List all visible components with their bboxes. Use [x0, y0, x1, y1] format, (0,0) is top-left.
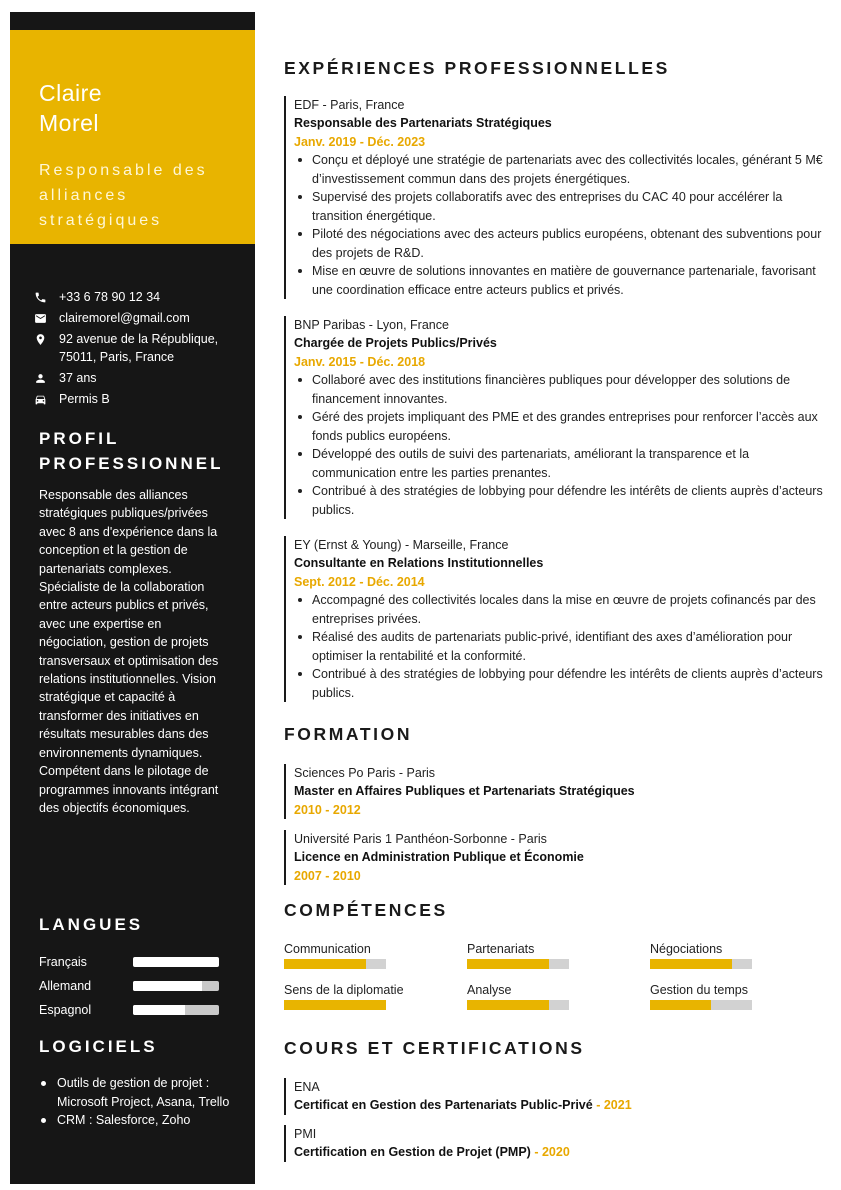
experience-entry — [284, 96, 824, 299]
skill-item — [650, 940, 754, 969]
certification-year: - 2020 — [534, 1145, 570, 1159]
education-school: Université Paris 1 Panthéon-Sorbonne - Paris — [294, 832, 547, 846]
language-level-fill — [133, 981, 202, 991]
skill-level-bar — [467, 1000, 569, 1010]
contact-email — [34, 309, 244, 327]
name-header — [10, 30, 255, 244]
experience-org: EY (Ernst & Young) - Marseille, France — [294, 538, 509, 552]
experience-bullet: Contribué à des stratégies de lobbying pour défendre les intérêts de clients auprès d’acteurs publics. — [294, 665, 824, 702]
experience-date: Sept. 2012 - Déc. 2014 — [294, 575, 425, 589]
skill-level-fill — [467, 1000, 549, 1010]
address-value — [59, 330, 218, 366]
contact-info — [34, 288, 244, 411]
experience-org: BNP Paribas - Lyon, France — [294, 318, 449, 332]
language-level-bar — [133, 957, 219, 967]
job-title — [39, 158, 255, 233]
experience-role: Chargée de Projets Publics/Privés — [294, 336, 497, 350]
profile-text: Responsable des alliances stratégiques publiques/privées avec 8 ans d'expérience dans la conception et la gestion de partenariats complexes. Spécialiste de la collaboration entre acteurs publics et privés, avec une expertise en négociation, gestion de projets transversaux et optimisation des relations institutionnelles. Vision stratégique et capacité à transformer des initiatives en résultats mesurables dans des environnements dynamiques. Compétent dans le pilotage de programmes innovants intégrant des objectifs économiques. — [39, 488, 219, 815]
language-item — [39, 998, 229, 1022]
certification-entry — [284, 1125, 824, 1162]
experience-bullet: Collaboré avec des institutions financières publiques pour développer des solutions de financement innovantes. — [294, 371, 824, 408]
experience-bullet: Conçu et déployé une stratégie de partenariats avec des collectivités locales, générant 5 M€ d’investissement commun dans des projets énergétiques. — [294, 151, 824, 188]
sidebar — [10, 12, 255, 1184]
address-line: 92 avenue de la République, — [59, 332, 219, 346]
software-list — [39, 1074, 239, 1130]
language-level-fill — [133, 957, 219, 967]
experience-org: EDF - Paris, France — [294, 98, 405, 112]
skill-level-fill — [467, 959, 549, 969]
experience-bullets — [294, 151, 824, 299]
age-value: 37 ans — [59, 371, 97, 385]
certification-title-row — [294, 1096, 824, 1115]
car-icon — [34, 390, 59, 408]
language-item — [39, 950, 229, 974]
education-school: Sciences Po Paris - Paris — [294, 766, 436, 780]
education-degree: Master en Affaires Publiques et Partenariats Stratégiques — [294, 784, 635, 798]
skill-item — [284, 981, 424, 1010]
job-title-line: stratégiques — [39, 212, 163, 229]
language-name: Espagnol — [39, 1003, 92, 1017]
experience-heading: EXPÉRIENCES PROFESSIONNELLES — [284, 58, 670, 78]
experience-bullets — [294, 591, 824, 702]
certification-org: ENA — [294, 1080, 320, 1094]
phone-icon — [34, 288, 59, 306]
experience-bullet: Accompagné des collectivités locales dans la mise en œuvre de projets cofinancés par des entreprises privées. — [294, 591, 824, 628]
contact-phone — [34, 288, 244, 306]
skill-level-bar — [284, 1000, 386, 1010]
skill-name: Sens de la diplomatie — [284, 983, 404, 997]
education-entry — [284, 764, 824, 819]
skill-item — [467, 940, 571, 969]
education-entry — [284, 830, 824, 885]
skill-name: Négociations — [650, 942, 723, 956]
language-level-bar — [133, 981, 219, 991]
experience-bullet: Contribué à des stratégies de lobbying pour défendre les intérêts de clients auprès d’acteurs publics. — [294, 482, 824, 519]
software-item: CRM : Salesforce, Zoho — [39, 1111, 239, 1130]
location-icon — [34, 330, 59, 348]
software-item: Outils de gestion de projet : Microsoft Project, Asana, Trello — [39, 1074, 239, 1111]
certification-title-row — [294, 1143, 824, 1162]
experience-entry — [284, 536, 824, 702]
certification-year: - 2021 — [596, 1098, 632, 1112]
experience-role: Responsable des Partenariats Stratégiques — [294, 116, 552, 130]
language-item — [39, 974, 229, 998]
experience-date: Janv. 2019 - Déc. 2023 — [294, 135, 426, 149]
address-line: 75011, Paris, France — [59, 350, 175, 364]
last-name: Morel — [39, 110, 100, 136]
skills-heading: COMPÉTENCES — [284, 900, 448, 920]
certification-entry — [284, 1078, 824, 1115]
skill-item — [284, 940, 388, 969]
email-icon — [34, 309, 59, 327]
language-level-fill — [133, 1005, 185, 1015]
profile-heading — [39, 426, 223, 476]
skill-item — [467, 981, 571, 1010]
experience-bullet: Piloté des négociations avec des acteurs publics européens, obtenant des subventions pour des projets de R&D. — [294, 225, 824, 262]
education-degree: Licence en Administration Publique et Économie — [294, 850, 584, 864]
skill-name: Partenariats — [467, 942, 535, 956]
language-name: Allemand — [39, 979, 92, 993]
languages-list — [39, 950, 229, 1022]
certification-title: Certificat en Gestion des Partenariats Public-Privé — [294, 1098, 593, 1112]
skill-level-fill — [284, 959, 366, 969]
skill-item — [650, 981, 780, 1010]
skill-level-fill — [650, 1000, 711, 1010]
skill-level-bar — [650, 1000, 752, 1010]
skill-level-bar — [284, 959, 386, 969]
skill-level-fill — [284, 1000, 386, 1010]
language-name: Français — [39, 955, 87, 969]
job-title-line: Responsable des — [39, 162, 208, 179]
skill-level-bar — [650, 959, 752, 969]
job-title-line: alliances — [39, 187, 129, 204]
experience-bullet: Supervisé des projets collaboratifs avec des entreprises du CAC 40 pour accélérer la transition énergétique. — [294, 188, 824, 225]
experience-bullet: Développé des outils de suivi des partenariats, améliorant la transparence et la communication entre les parties prenantes. — [294, 445, 824, 482]
education-heading: FORMATION — [284, 724, 413, 744]
profile-heading-line: PROFIL — [39, 429, 120, 448]
license-value: Permis B — [59, 392, 110, 406]
experience-bullet: Géré des projets impliquant des PME et des grandes entreprises pour renforcer l’accès aux fonds publics européens. — [294, 408, 824, 445]
contact-license — [34, 390, 244, 408]
certification-title: Certification en Gestion de Projet (PMP) — [294, 1145, 531, 1159]
experience-bullet: Mise en œuvre de solutions innovantes en matière de gouvernance partenariale, favorisant une coordination efficace entre acteurs publics et privés. — [294, 262, 824, 299]
skill-level-fill — [650, 959, 732, 969]
experience-role: Consultante en Relations Institutionnelles — [294, 556, 544, 570]
phone-value: +33 6 78 90 12 34 — [59, 290, 161, 304]
experience-bullet: Réalisé des audits de partenariats public-privé, identifiant des axes d’amélioration pour optimiser la rentabilité et la conformité. — [294, 628, 824, 665]
person-icon — [34, 369, 59, 387]
experience-bullets — [294, 371, 824, 519]
software-heading: LOGICIELS — [39, 1037, 158, 1056]
contact-address — [34, 330, 244, 366]
contact-age — [34, 369, 244, 387]
education-years: 2010 - 2012 — [294, 803, 361, 817]
certifications-heading: COURS ET CERTIFICATIONS — [284, 1038, 585, 1058]
skill-level-bar — [467, 959, 569, 969]
certification-org: PMI — [294, 1127, 317, 1141]
experience-entry — [284, 316, 824, 519]
experience-date: Janv. 2015 - Déc. 2018 — [294, 355, 426, 369]
first-name: Claire — [39, 80, 103, 106]
education-years: 2007 - 2010 — [294, 869, 361, 883]
skill-name: Analyse — [467, 983, 512, 997]
skill-name: Gestion du temps — [650, 983, 748, 997]
skill-name: Communication — [284, 942, 371, 956]
language-level-bar — [133, 1005, 219, 1015]
languages-heading: LANGUES — [39, 915, 144, 934]
email-value: clairemorel@gmail.com — [59, 311, 190, 325]
profile-heading-line: PROFESSIONNEL — [39, 454, 224, 473]
